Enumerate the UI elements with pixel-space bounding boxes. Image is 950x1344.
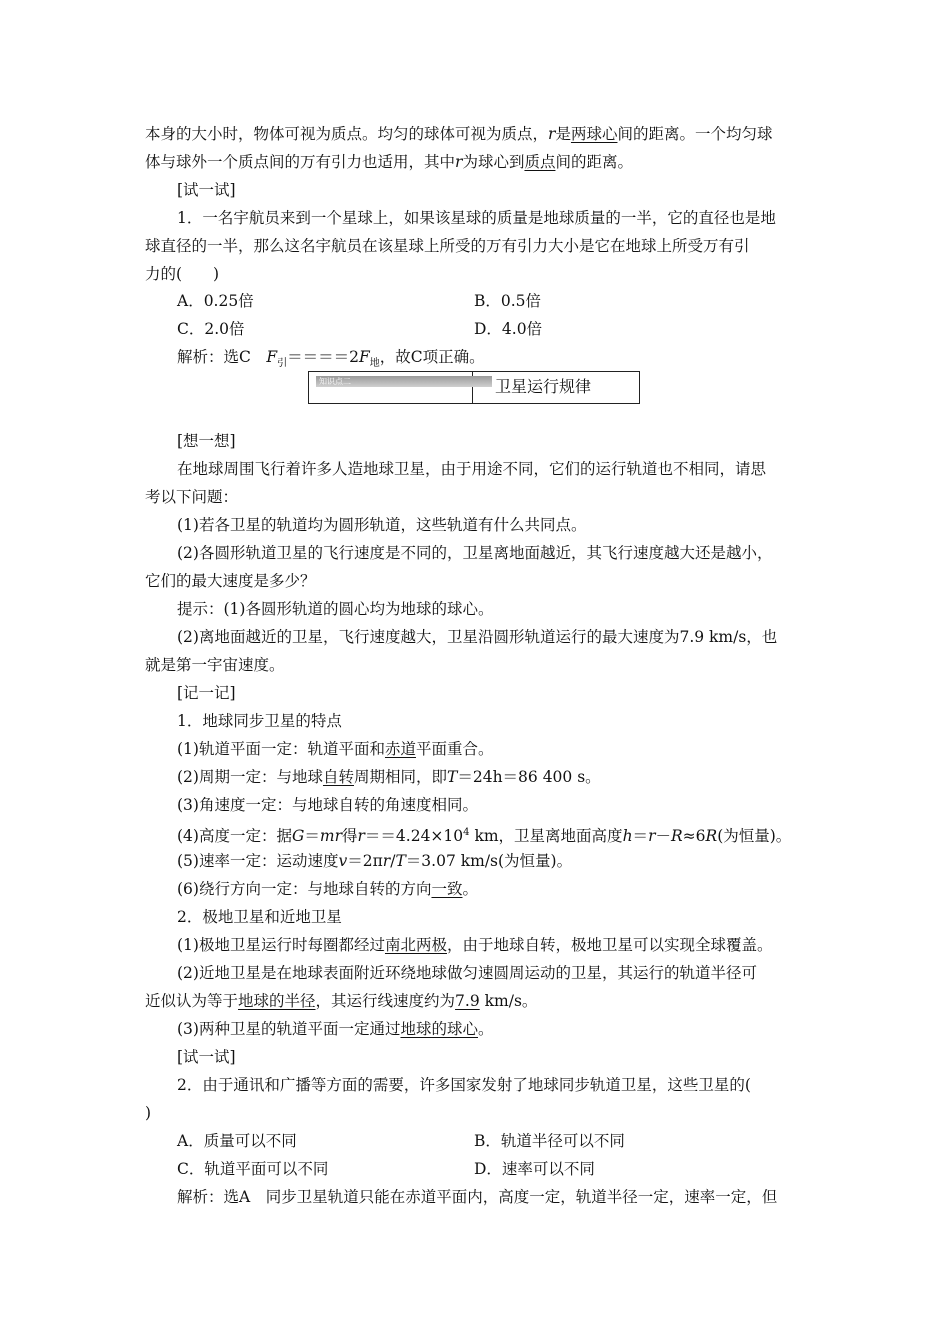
text: ，其运行线速度约为 (315, 992, 456, 1010)
text: ，由于地球自转，极地卫星可以实现全球覆盖。 (446, 936, 773, 954)
option-b: B．0.5倍 (474, 292, 542, 310)
section-heading: [想一想] (177, 432, 236, 450)
text: km，卫星离地面高度 (469, 827, 623, 846)
list-item (177, 767, 601, 787)
blank-answer: 质点 (524, 153, 556, 171)
var-r: r (357, 827, 365, 846)
hint-line: (2)离地面越近的卫星，飞行速度越大，卫星沿圆形轨道运行的最大速度为7.9 km/s，也 (177, 628, 778, 646)
var-T: T (447, 768, 458, 786)
superscript: 4 (463, 827, 470, 838)
text: (1)轨道平面一定：轨道平面和 (177, 740, 385, 758)
list-item (177, 935, 773, 955)
blank-answer: 地球的球心 (400, 1020, 478, 1038)
var-R: R (671, 827, 683, 846)
list-item (177, 823, 791, 846)
text: ＝24h＝86 400 s。 (457, 768, 601, 786)
text: (4)高度一定：据 (177, 827, 292, 846)
paragraph-line (145, 152, 633, 172)
subscript: 引 (277, 358, 288, 370)
text: (6)绕行方向一定：与地球自转的方向 (177, 880, 432, 898)
question-line: ) (145, 1104, 152, 1122)
list-item (145, 991, 537, 1011)
question-line: 球直径的一半，那么这名宇航员在该星球上所受的万有引力大小是它在地球上所受万有引 (145, 237, 750, 255)
text: 。 (462, 880, 478, 898)
option-b: B．轨道半径可以不同 (474, 1132, 625, 1150)
paragraph-line: (2)各圆形轨道卫星的飞行速度是不同的，卫星离地面越近，其飞行速度越大还是越小， (177, 544, 773, 562)
var-R: R (705, 827, 718, 846)
text: 间的距离。 (555, 153, 633, 171)
option-d: D．4.0倍 (474, 320, 543, 338)
list-item (177, 851, 572, 871)
paragraph-line: (1)若各卫星的轨道均为圆形轨道，这些轨道有什么共同点。 (177, 516, 587, 534)
paragraph-line (145, 124, 772, 144)
option-a: A．质量可以不同 (177, 1132, 297, 1150)
text: ≈6 (682, 827, 706, 846)
var-F: F (359, 348, 370, 366)
hint-line: 提示：(1)各圆形轨道的圆心均为地球的球心。 (177, 600, 494, 618)
blank-answer: 南北两极 (384, 936, 447, 954)
paragraph-line: 在地球周围飞行着许多人造地球卫星，由于用途不同，它们的运行轨道也不相同，请思 (177, 460, 767, 478)
option-c: C．2.0倍 (177, 320, 245, 338)
option-d: D．速率可以不同 (474, 1160, 595, 1178)
text: ＝＝＝＝2 (287, 348, 360, 366)
section-heading: [试一试] (177, 181, 236, 199)
section-title: 卫星运行规律 (495, 377, 592, 396)
text: (2)周期一定：与地球 (177, 768, 323, 786)
var-r: r (648, 827, 656, 846)
text: 为球心到 (462, 153, 525, 171)
section-heading: [记一记] (177, 684, 236, 702)
list-item (177, 739, 494, 759)
text: ＝ (304, 827, 320, 846)
list-item: (3)角速度一定：与地球自转的角速度相同。 (177, 796, 478, 814)
section-tag-cell (309, 372, 473, 403)
text: (5)速率一定：运动速度 (177, 852, 339, 870)
paragraph-line: 它们的最大速度是多少？ (145, 572, 316, 590)
text: (1)极地卫星运行时每圈都经过 (177, 936, 385, 954)
blank-answer: 7.9 (455, 992, 480, 1010)
blank-answer: 一致 (431, 880, 463, 898)
list-item (177, 879, 478, 899)
text: (为恒量)。 (717, 827, 792, 846)
text: ＝＝4.24×10 (364, 827, 464, 846)
list-item: (2)近地卫星是在地球表面附近环绕地球做匀速圆周运动的卫星，其运行的轨道半径可 (177, 964, 757, 982)
question-line: 1．一名宇航员来到一个星球上，如果该星球的质量是地球质量的一半，它的直径也是地 (177, 209, 776, 227)
text: － (655, 827, 671, 846)
var-v: v (338, 852, 348, 870)
text: 周期相同，即 (353, 768, 447, 786)
section-tag: 知识点二 (319, 377, 351, 386)
blank-answer: 地球的半径 (238, 992, 316, 1010)
text: 本身的大小时，物体可视为质点。均匀的球体可视为质点， (145, 125, 549, 143)
blank-answer: 自转 (322, 768, 354, 786)
var-mr: mr (319, 827, 342, 846)
section-title-box (308, 371, 640, 404)
option-c: C．轨道平面可以不同 (177, 1160, 329, 1178)
text: 平面重合。 (415, 740, 494, 758)
text: ，故C项正确。 (379, 348, 485, 366)
var-r: r (455, 153, 463, 171)
section-tag-bar (316, 376, 492, 387)
section-heading: [试一试] (177, 1048, 236, 1066)
var-r: r (382, 852, 391, 870)
text: (3)两种卫星的轨道平面一定通过 (177, 1020, 401, 1038)
text: ＝2π (347, 852, 383, 870)
text: / (390, 852, 396, 870)
question-line: 力的( ) (145, 265, 220, 283)
option-a: A．0.25倍 (177, 292, 254, 310)
blank-answer: 赤道 (384, 740, 416, 758)
subscript: 地 (369, 358, 380, 370)
text: ＝3.07 km/s(为恒量)。 (405, 852, 573, 870)
var-h: h (622, 827, 633, 846)
subheading: 1．地球同步卫星的特点 (177, 712, 342, 730)
var-T: T (395, 852, 406, 870)
text: 近似认为等于 (145, 992, 239, 1010)
subheading: 2．极地卫星和近地卫星 (177, 908, 342, 926)
text: km/s。 (479, 992, 538, 1010)
text: 体与球外一个质点间的万有引力也适用，其中 (145, 153, 456, 171)
answer-line: 解析：选A 同步卫星轨道只能在赤道平面内，高度一定，轨道半径一定，速率一定，但 (177, 1188, 778, 1206)
text: 。 (477, 1020, 494, 1038)
text: ＝ (632, 827, 649, 846)
text: 间的距离。一个均匀球 (617, 125, 773, 143)
text: 是 (555, 125, 571, 143)
var-r: r (548, 125, 556, 143)
list-item (177, 1019, 494, 1039)
paragraph-line: 考以下问题： (145, 488, 239, 506)
var-G: G (291, 827, 305, 846)
blank-answer: 两球心 (570, 125, 618, 143)
question-line: 2．由于通讯和广播等方面的需要，许多国家发射了地球同步轨道卫星，这些卫星的( (177, 1076, 751, 1094)
hint-line: 就是第一宇宙速度。 (145, 656, 285, 674)
var-F: F (266, 348, 278, 366)
text: 解析：选C (177, 348, 267, 366)
text: 得 (341, 827, 358, 846)
